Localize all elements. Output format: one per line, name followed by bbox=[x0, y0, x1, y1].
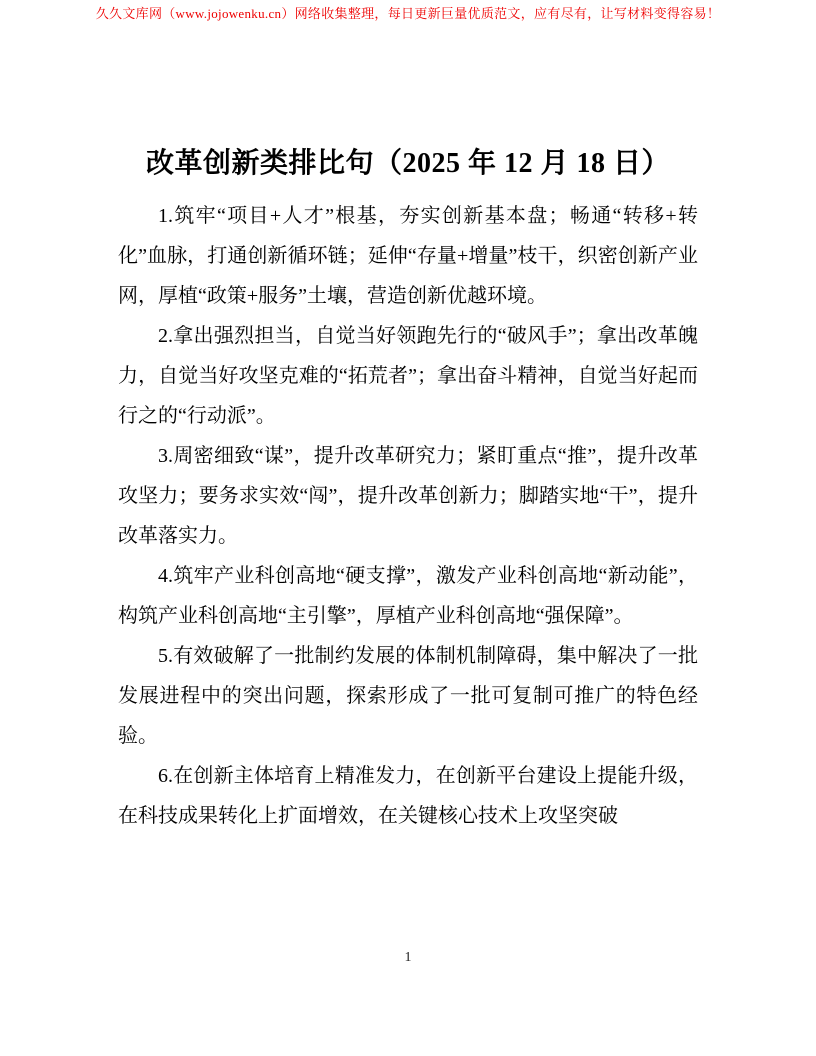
body-paragraph-5: 5.有效破解了一批制约发展的体制机制障碍，集中解决了一批发展进程中的突出问题，探索形成了一批可复制可推广的特色经验。 bbox=[118, 645, 698, 747]
body-paragraph-4: 4.筑牢产业科创高地“硬支撑”，激发产业科创高地“新动能”，构筑产业科创高地“主引擎”，厚植产业科创高地“强保障”。 bbox=[118, 565, 698, 627]
body-paragraph-1: 1.筑牢“项目+人才”根基，夯实创新基本盘；畅通“转移+转化”血脉，打通创新循环链；延伸“存量+增量”枝干，织密创新产业网，厚植“政策+服务”土壤，营造创新优越环境。 bbox=[118, 205, 698, 307]
body-paragraph-6: 6.在创新主体培育上精准发力，在创新平台建设上提能升级，在科技成果转化上扩面增效，在关键核心技术上攻坚突破 bbox=[118, 765, 698, 827]
body-paragraph-2: 2.拿出强烈担当，自觉当好领跑先行的“破风手”；拿出改革魄力，自觉当好攻坚克难的“拓荒者”；拿出奋斗精神，自觉当好起而行之的“行动派”。 bbox=[118, 325, 698, 427]
page-number: 1 bbox=[404, 950, 412, 965]
site-watermark-header: 久久文库网（www.jojowenku.cn）网络收集整理，每日更新巨量优质范文，应有尽有，让写材料变得容易！ bbox=[95, 6, 721, 21]
body-paragraph-3: 3.周密细致“谋”，提升改革研究力；紧盯重点“推”，提升改革攻坚力；要务求实效“闯”，提升改革创新力；脚踏实地“干”，提升改革落实力。 bbox=[118, 445, 698, 547]
document-title: 改革创新类排比句（2025 年 12 月 18 日） bbox=[145, 148, 670, 179]
document-body bbox=[118, 196, 698, 836]
